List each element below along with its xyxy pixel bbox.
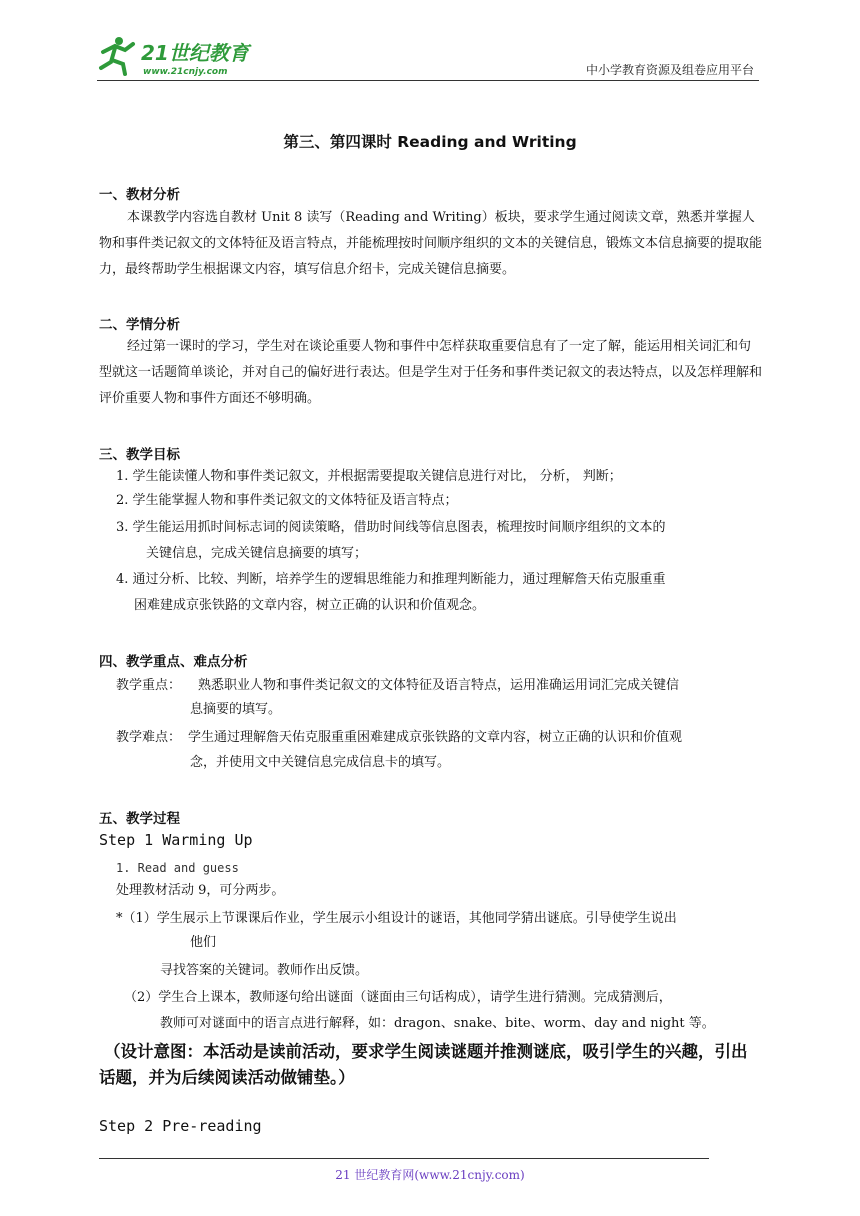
header-divider (97, 80, 759, 81)
section-para-1: 本课教学内容选自教材 Unit 8 读写（Reading and Writing）板块，要求学生通过阅读文章，熟悉并掌握人物和事件类记叙文的文体特征及语言特点，并能梳理按时间顺序组织的文本的关键信息，锻炼文本信息摘要的提取能力，最终帮助学生根据课文内容，填写信息介绍卡，完成关键信息摘要。 (99, 210, 763, 277)
activity-read-and-guess: 1. Read and guess (116, 861, 239, 875)
objective-item-1: 1. 学生能读懂人物和事件类记叙文，并根据需要提取关键信息进行对比， 分析， 判断； (116, 469, 622, 484)
difficulty-text-cont: 念，并使用文中关键信息完成信息卡的填写。 (190, 755, 451, 770)
section-heading-1: 一、教材分析 (99, 187, 180, 203)
objective-item-2: 2. 学生能掌握人物和事件类记叙文的文体特征及语言特点； (116, 493, 458, 508)
footer-divider (99, 1158, 709, 1159)
objective-item-3-cont: 关键信息，完成关键信息摘要的填写； (146, 546, 368, 561)
difficulty-text: 学生通过理解詹天佑克服重重困难建成京张铁路的文章内容，树立正确的认识和价值观 (188, 730, 683, 745)
process-line-3-cont: 教师可对谜面中的语言点进行解释，如：dragon、snake、bite、worm、day and night 等。 (160, 1016, 715, 1031)
objective-item-4: 4. 通过分析、比较、判断，培养学生的逻辑思维能力和推理判断能力，通过理解詹天佑克服重重 (116, 572, 666, 587)
page-title: 第三、第四课时 Reading and Writing (283, 133, 577, 151)
key-point-text-cont: 息摘要的填写。 (190, 702, 282, 717)
section-heading-5: 五、教学过程 (99, 811, 180, 827)
section-heading-4: 四、教学重点、难点分析 (99, 654, 248, 670)
logo-url: www.21cnjy.com (143, 67, 228, 77)
process-line-2-cont2: 寻找答案的关键词。教师作出反馈。 (160, 963, 369, 978)
design-intent-note-cont: 话题，并为后续阅读活动做铺垫。） (99, 1068, 355, 1087)
objective-item-4-cont: 困难建成京张铁路的文章内容，树立正确的认识和价值观念。 (134, 598, 486, 613)
design-intent-note: （设计意图：本活动是读前活动，要求学生阅读谜题并推测谜底，吸引学生的兴趣，引出 (104, 1042, 748, 1061)
footer-site-link[interactable]: 21 世纪教育网(www.21cnjy.com) (335, 1168, 525, 1182)
process-line-2: *（1）学生展示上节课课后作业，学生展示小组设计的谜语，其他同学猜出谜底。引导使学生说出 (116, 911, 677, 926)
difficulty-label: 教学难点： (116, 730, 182, 745)
step-2-heading: Step 2 Pre-reading (99, 1117, 262, 1135)
process-line-3: （2）学生合上课本，教师逐句给出谜面（谜面由三句话构成），请学生进行猜测。完成猜测后， (124, 990, 672, 1005)
section-para-2: 经过第一课时的学习，学生对在谈论重要人物和事件中怎样获取重要信息有了一定了解，能运用相关词汇和句型就这一话题简单谈论，并对自己的偏好进行表达。但是学生对于任务和事件类记叙文的表达特点，以及怎样理解和评价重要人物和事件方面还不够明确。 (99, 339, 763, 406)
key-point-label: 教学重点： (116, 678, 182, 693)
platform-label: 中小学教育资源及组卷应用平台 (585, 63, 754, 77)
process-line-1: 处理教材活动 9，可分两步。 (116, 883, 285, 898)
objective-item-3: 3. 学生能运用抓时间标志词的阅读策略，借助时间线等信息图表，梳理按时间顺序组织的文本的 (116, 520, 666, 535)
section-heading-3: 三、教学目标 (99, 447, 180, 463)
site-logo (95, 32, 255, 82)
runner-icon (101, 37, 133, 74)
step-1-heading: Step 1 Warming Up (99, 831, 253, 849)
key-point-text: 熟悉职业人物和事件类记叙文的文体特征及语言特点，运用准确运用词汇完成关键信 (198, 678, 680, 693)
logo-text: 21世纪教育 (141, 41, 249, 65)
section-heading-2: 二、学情分析 (99, 317, 180, 333)
process-line-2-cont: 他们 (190, 935, 217, 950)
